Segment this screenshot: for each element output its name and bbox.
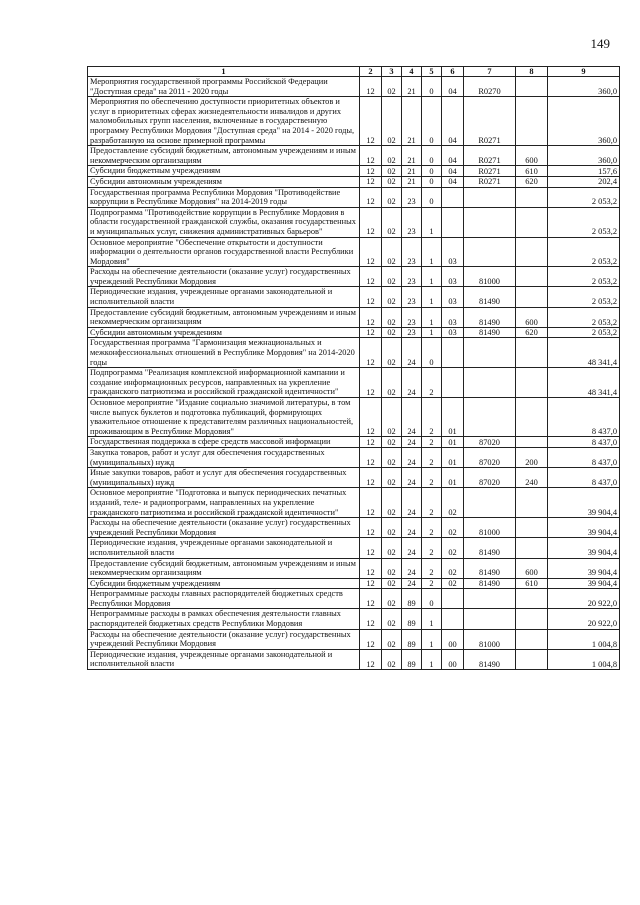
code-vid-cell: [516, 77, 548, 97]
code-vid-cell: 200: [516, 447, 548, 467]
code-ved-cell: 12: [360, 327, 382, 338]
code-razdel-cell: 02: [382, 338, 402, 368]
code-razdel-cell: 02: [382, 468, 402, 488]
amount-cell: 2 053,2: [548, 187, 620, 207]
code-program-cell: 23: [402, 237, 422, 267]
code-event-cell: [442, 609, 464, 629]
row-name-cell: Субсидии бюджетным учреждениям: [88, 166, 360, 177]
amount-cell: 2 053,2: [548, 287, 620, 307]
code-direction-cell: 81490: [464, 307, 516, 327]
table-row: [88, 307, 620, 327]
code-event-cell: 00: [442, 629, 464, 649]
code-vid-cell: [516, 629, 548, 649]
code-subprogram-cell: 2: [422, 368, 442, 398]
code-vid-cell: [516, 267, 548, 287]
code-event-cell: 02: [442, 578, 464, 589]
row-name-cell: Государственная поддержка в сфере средств массовой информации: [88, 437, 360, 448]
header-row: [88, 67, 620, 77]
code-vid-cell: [516, 518, 548, 538]
code-ved-cell: 12: [360, 77, 382, 97]
code-vid-cell: 600: [516, 558, 548, 578]
code-ved-cell: 12: [360, 338, 382, 368]
code-direction-cell: 81000: [464, 518, 516, 538]
code-subprogram-cell: 0: [422, 589, 442, 609]
code-razdel-cell: 02: [382, 77, 402, 97]
code-program-cell: 21: [402, 77, 422, 97]
table-row: [88, 518, 620, 538]
code-direction-cell: [464, 338, 516, 368]
code-event-cell: 03: [442, 287, 464, 307]
code-event-cell: 02: [442, 558, 464, 578]
column-header: 3: [382, 67, 402, 77]
table-row: [88, 267, 620, 287]
code-razdel-cell: 02: [382, 629, 402, 649]
code-razdel-cell: 02: [382, 267, 402, 287]
code-razdel-cell: 02: [382, 368, 402, 398]
amount-cell: 8 437,0: [548, 398, 620, 437]
code-ved-cell: 12: [360, 437, 382, 448]
table-row: [88, 558, 620, 578]
code-event-cell: 03: [442, 307, 464, 327]
code-subprogram-cell: 1: [422, 327, 442, 338]
column-header: 5: [422, 67, 442, 77]
code-razdel-cell: 02: [382, 589, 402, 609]
code-vid-cell: [516, 207, 548, 237]
code-program-cell: 21: [402, 176, 422, 187]
code-ved-cell: 12: [360, 398, 382, 437]
amount-cell: 157,6: [548, 166, 620, 177]
code-subprogram-cell: 2: [422, 488, 442, 518]
code-program-cell: 89: [402, 649, 422, 669]
amount-cell: 48 341,4: [548, 338, 620, 368]
code-event-cell: [442, 368, 464, 398]
code-direction-cell: [464, 187, 516, 207]
code-subprogram-cell: 1: [422, 649, 442, 669]
code-program-cell: 24: [402, 368, 422, 398]
amount-cell: 39 904,4: [548, 558, 620, 578]
code-event-cell: [442, 187, 464, 207]
table-row: [88, 437, 620, 448]
code-direction-cell: R0271: [464, 176, 516, 187]
table-row: [88, 166, 620, 177]
code-event-cell: 02: [442, 538, 464, 558]
code-subprogram-cell: 0: [422, 166, 442, 177]
code-vid-cell: 620: [516, 176, 548, 187]
row-name-cell: Субсидии бюджетным учреждениям: [88, 578, 360, 589]
code-event-cell: 02: [442, 518, 464, 538]
row-name-cell: Основное мероприятие "Подготовка и выпуск периодических печатных изданий, теле- и радиопрограмм, направленных на укрепление гражданского патриотизма и российской гражданской идентичности": [88, 488, 360, 518]
code-ved-cell: 12: [360, 558, 382, 578]
code-vid-cell: 600: [516, 307, 548, 327]
column-header: 8: [516, 67, 548, 77]
table-row: [88, 327, 620, 338]
row-name-cell: Иные закупки товаров, работ и услуг для обеспечения государственных (муниципальных) нужд: [88, 468, 360, 488]
code-program-cell: 23: [402, 187, 422, 207]
code-subprogram-cell: 2: [422, 538, 442, 558]
code-vid-cell: [516, 287, 548, 307]
row-name-cell: Непрограммные расходы в рамках обеспечения деятельности главных распорядителей бюджетных средств Республики Мордовия: [88, 609, 360, 629]
row-name-cell: Периодические издания, учрежденные органами законодательной и исполнительной власти: [88, 287, 360, 307]
code-ved-cell: 12: [360, 176, 382, 187]
code-program-cell: 24: [402, 558, 422, 578]
code-subprogram-cell: 2: [422, 468, 442, 488]
code-razdel-cell: 02: [382, 187, 402, 207]
code-razdel-cell: 02: [382, 538, 402, 558]
code-razdel-cell: 02: [382, 649, 402, 669]
code-ved-cell: 12: [360, 207, 382, 237]
code-razdel-cell: 02: [382, 488, 402, 518]
code-subprogram-cell: 1: [422, 237, 442, 267]
code-direction-cell: 81490: [464, 558, 516, 578]
code-direction-cell: 87020: [464, 468, 516, 488]
code-subprogram-cell: 1: [422, 267, 442, 287]
amount-cell: 20 922,0: [548, 589, 620, 609]
table-row: [88, 338, 620, 368]
code-direction-cell: 87020: [464, 447, 516, 467]
code-subprogram-cell: 0: [422, 338, 442, 368]
code-razdel-cell: 02: [382, 398, 402, 437]
code-razdel-cell: 02: [382, 518, 402, 538]
code-vid-cell: 610: [516, 166, 548, 177]
code-vid-cell: [516, 398, 548, 437]
code-vid-cell: [516, 437, 548, 448]
table-row: [88, 629, 620, 649]
code-program-cell: 24: [402, 338, 422, 368]
code-razdel-cell: 02: [382, 176, 402, 187]
code-program-cell: 21: [402, 166, 422, 177]
amount-cell: 39 904,4: [548, 518, 620, 538]
code-event-cell: 01: [442, 447, 464, 467]
code-direction-cell: [464, 207, 516, 237]
code-program-cell: 23: [402, 327, 422, 338]
row-name-cell: Периодические издания, учрежденные органами законодательной и исполнительной власти: [88, 538, 360, 558]
code-direction-cell: 87020: [464, 437, 516, 448]
code-direction-cell: 81490: [464, 538, 516, 558]
code-subprogram-cell: 0: [422, 77, 442, 97]
code-program-cell: 23: [402, 207, 422, 237]
code-subprogram-cell: 2: [422, 398, 442, 437]
code-ved-cell: 12: [360, 518, 382, 538]
table-row: [88, 488, 620, 518]
row-name-cell: Периодические издания, учрежденные органами законодательной и исполнительной власти: [88, 649, 360, 669]
table-row: [88, 176, 620, 187]
code-program-cell: 24: [402, 518, 422, 538]
code-razdel-cell: 02: [382, 447, 402, 467]
code-direction-cell: [464, 589, 516, 609]
code-ved-cell: 12: [360, 538, 382, 558]
amount-cell: 2 053,2: [548, 207, 620, 237]
code-program-cell: 24: [402, 447, 422, 467]
table-row: [88, 237, 620, 267]
code-event-cell: 01: [442, 468, 464, 488]
row-name-cell: Предоставление субсидий бюджетным, автономным учреждениям и иным некоммерческим организациям: [88, 307, 360, 327]
code-razdel-cell: 02: [382, 146, 402, 166]
code-direction-cell: R0271: [464, 146, 516, 166]
code-event-cell: [442, 207, 464, 237]
code-program-cell: 24: [402, 488, 422, 518]
code-program-cell: 23: [402, 287, 422, 307]
amount-cell: 360,0: [548, 146, 620, 166]
code-subprogram-cell: 0: [422, 146, 442, 166]
code-vid-cell: 240: [516, 468, 548, 488]
amount-cell: 2 053,2: [548, 267, 620, 287]
code-vid-cell: [516, 338, 548, 368]
code-razdel-cell: 02: [382, 166, 402, 177]
code-razdel-cell: 02: [382, 97, 402, 146]
column-header: 6: [442, 67, 464, 77]
amount-cell: 39 904,4: [548, 488, 620, 518]
code-subprogram-cell: 1: [422, 207, 442, 237]
code-vid-cell: [516, 649, 548, 669]
code-event-cell: 03: [442, 327, 464, 338]
code-subprogram-cell: 0: [422, 176, 442, 187]
code-direction-cell: 81490: [464, 287, 516, 307]
amount-cell: 8 437,0: [548, 447, 620, 467]
code-direction-cell: 81000: [464, 629, 516, 649]
code-subprogram-cell: 0: [422, 187, 442, 207]
row-name-cell: Предоставление субсидий бюджетным, автономным учреждениям и иным некоммерческим организациям: [88, 146, 360, 166]
table-row: [88, 398, 620, 437]
code-event-cell: 04: [442, 166, 464, 177]
code-ved-cell: 12: [360, 146, 382, 166]
amount-cell: 2 053,2: [548, 307, 620, 327]
code-program-cell: 89: [402, 629, 422, 649]
amount-cell: 2 053,2: [548, 327, 620, 338]
table-row: [88, 287, 620, 307]
column-header: 2: [360, 67, 382, 77]
code-subprogram-cell: 2: [422, 518, 442, 538]
code-ved-cell: 12: [360, 368, 382, 398]
amount-cell: 39 904,4: [548, 578, 620, 589]
code-razdel-cell: 02: [382, 287, 402, 307]
code-event-cell: 04: [442, 77, 464, 97]
code-ved-cell: 12: [360, 447, 382, 467]
row-name-cell: Предоставление субсидий бюджетным, автономным учреждениям и иным некоммерческим организациям: [88, 558, 360, 578]
amount-cell: 48 341,4: [548, 368, 620, 398]
amount-cell: 202,4: [548, 176, 620, 187]
amount-cell: 8 437,0: [548, 437, 620, 448]
table-row: [88, 578, 620, 589]
code-program-cell: 24: [402, 538, 422, 558]
table-row: [88, 649, 620, 669]
code-vid-cell: [516, 589, 548, 609]
amount-cell: 39 904,4: [548, 538, 620, 558]
code-razdel-cell: 02: [382, 437, 402, 448]
code-event-cell: 04: [442, 97, 464, 146]
row-name-cell: Государственная программа Республики Мордовия "Противодействие коррупции в Республике Мордовия" на 2014-2019 годы: [88, 187, 360, 207]
code-ved-cell: 12: [360, 578, 382, 589]
row-name-cell: Закупка товаров, работ и услуг для обеспечения государственных (муниципальных) нужд: [88, 447, 360, 467]
code-razdel-cell: 02: [382, 558, 402, 578]
code-ved-cell: 12: [360, 187, 382, 207]
column-header: 1: [88, 67, 360, 77]
code-direction-cell: R0271: [464, 97, 516, 146]
code-razdel-cell: 02: [382, 207, 402, 237]
code-direction-cell: [464, 368, 516, 398]
code-program-cell: 21: [402, 146, 422, 166]
code-ved-cell: 12: [360, 267, 382, 287]
table-row: [88, 538, 620, 558]
code-subprogram-cell: 0: [422, 97, 442, 146]
code-program-cell: 23: [402, 267, 422, 287]
code-razdel-cell: 02: [382, 327, 402, 338]
code-program-cell: 21: [402, 97, 422, 146]
code-razdel-cell: 02: [382, 237, 402, 267]
code-event-cell: [442, 589, 464, 609]
code-program-cell: 24: [402, 398, 422, 437]
table-body: [88, 77, 620, 670]
row-name-cell: Непрограммные расходы главных распорядителей бюджетных средств Республики Мордовия: [88, 589, 360, 609]
table-row: [88, 468, 620, 488]
code-vid-cell: [516, 237, 548, 267]
code-direction-cell: R0271: [464, 166, 516, 177]
code-subprogram-cell: 1: [422, 629, 442, 649]
code-direction-cell: [464, 237, 516, 267]
code-ved-cell: 12: [360, 649, 382, 669]
code-program-cell: 24: [402, 437, 422, 448]
code-direction-cell: 81490: [464, 578, 516, 589]
code-event-cell: 04: [442, 176, 464, 187]
row-name-cell: Субсидии автономным учреждениям: [88, 176, 360, 187]
table-row: [88, 609, 620, 629]
code-direction-cell: 81490: [464, 649, 516, 669]
code-ved-cell: 12: [360, 468, 382, 488]
code-direction-cell: R0270: [464, 77, 516, 97]
code-event-cell: 04: [442, 146, 464, 166]
row-name-cell: Мероприятия по обеспечению доступности приоритетных объектов и услуг в приоритетных сферах жизнедеятельности инвалидов и других маломобильных групп населения, включенные в государственную программу Республики Мордовия "Доступная среда" на 2014 - 2020 годы, разработанную на основе примерной программы: [88, 97, 360, 146]
budget-table: [87, 66, 620, 670]
code-event-cell: 03: [442, 237, 464, 267]
code-event-cell: 00: [442, 649, 464, 669]
row-name-cell: Подпрограмма "Реализация комплексной информационной кампании и создание информационных ресурсов, направленных на укрепление гражданского патриотизма и российской гражданской идентичности": [88, 368, 360, 398]
code-vid-cell: 600: [516, 146, 548, 166]
code-direction-cell: [464, 488, 516, 518]
code-ved-cell: 12: [360, 629, 382, 649]
code-vid-cell: [516, 187, 548, 207]
amount-cell: 20 922,0: [548, 609, 620, 629]
code-program-cell: 89: [402, 589, 422, 609]
table-row: [88, 146, 620, 166]
row-name-cell: Государственная программа "Гармонизация межнациональных и межконфессиональных отношений в Республике Мордовия" на 2014-2020 годы: [88, 338, 360, 368]
row-name-cell: Основное мероприятие "Издание социально значимой литературы, в том числе выпуск буклетов и подготовка публикаций, формирующих уважительное отношение к представителям различных национальностей, проживающим в Республике Мордовия": [88, 398, 360, 437]
code-ved-cell: 12: [360, 609, 382, 629]
column-header: 9: [548, 67, 620, 77]
table-row: [88, 187, 620, 207]
code-ved-cell: 12: [360, 237, 382, 267]
code-direction-cell: 81000: [464, 267, 516, 287]
code-ved-cell: 12: [360, 488, 382, 518]
code-ved-cell: 12: [360, 307, 382, 327]
code-vid-cell: [516, 609, 548, 629]
code-event-cell: 03: [442, 267, 464, 287]
code-program-cell: 24: [402, 468, 422, 488]
code-program-cell: 89: [402, 609, 422, 629]
table-row: [88, 447, 620, 467]
code-direction-cell: 81490: [464, 327, 516, 338]
code-ved-cell: 12: [360, 166, 382, 177]
row-name-cell: Расходы на обеспечение деятельности (оказание услуг) государственных учреждений Республики Мордовия: [88, 518, 360, 538]
code-razdel-cell: 02: [382, 307, 402, 327]
code-ved-cell: 12: [360, 287, 382, 307]
row-name-cell: Основное мероприятие "Обеспечение открытости и доступности информации о деятельности органов государственной власти Республики Мордовия": [88, 237, 360, 267]
page-number: 149: [590, 36, 610, 51]
code-event-cell: [442, 338, 464, 368]
code-subprogram-cell: 1: [422, 287, 442, 307]
code-event-cell: 01: [442, 437, 464, 448]
code-direction-cell: [464, 609, 516, 629]
code-vid-cell: 620: [516, 327, 548, 338]
amount-cell: 1 004,8: [548, 649, 620, 669]
table-row: [88, 207, 620, 237]
code-razdel-cell: 02: [382, 609, 402, 629]
amount-cell: 360,0: [548, 77, 620, 97]
code-event-cell: 01: [442, 398, 464, 437]
amount-cell: 2 053,2: [548, 237, 620, 267]
code-vid-cell: [516, 488, 548, 518]
code-subprogram-cell: 2: [422, 578, 442, 589]
column-header: 7: [464, 67, 516, 77]
table-row: [88, 368, 620, 398]
row-name-cell: Мероприятия государственной программы Российской Федерации "Доступная среда" на 2011 - 2020 годы: [88, 77, 360, 97]
code-vid-cell: 610: [516, 578, 548, 589]
code-subprogram-cell: 2: [422, 447, 442, 467]
code-program-cell: 24: [402, 578, 422, 589]
table-row: [88, 589, 620, 609]
row-name-cell: Подпрограмма "Противодействие коррупции в Республике Мордовия в области государственной гражданской службы, оказания государственных и муниципальных услуг, снижения административных барьеров": [88, 207, 360, 237]
code-vid-cell: [516, 538, 548, 558]
amount-cell: 360,0: [548, 97, 620, 146]
code-direction-cell: [464, 398, 516, 437]
code-subprogram-cell: 2: [422, 437, 442, 448]
row-name-cell: Расходы на обеспечение деятельности (оказание услуг) государственных учреждений Республики Мордовия: [88, 267, 360, 287]
code-vid-cell: [516, 97, 548, 146]
amount-cell: 8 437,0: [548, 468, 620, 488]
code-ved-cell: 12: [360, 97, 382, 146]
code-subprogram-cell: 1: [422, 609, 442, 629]
code-razdel-cell: 02: [382, 578, 402, 589]
code-vid-cell: [516, 368, 548, 398]
amount-cell: 1 004,8: [548, 629, 620, 649]
column-header: 4: [402, 67, 422, 77]
code-subprogram-cell: 2: [422, 558, 442, 578]
code-subprogram-cell: 1: [422, 307, 442, 327]
row-name-cell: Расходы на обеспечение деятельности (оказание услуг) государственных учреждений Республики Мордовия: [88, 629, 360, 649]
row-name-cell: Субсидии автономным учреждениям: [88, 327, 360, 338]
table-row: [88, 97, 620, 146]
code-event-cell: 02: [442, 488, 464, 518]
code-ved-cell: 12: [360, 589, 382, 609]
table-row: [88, 77, 620, 97]
code-program-cell: 23: [402, 307, 422, 327]
